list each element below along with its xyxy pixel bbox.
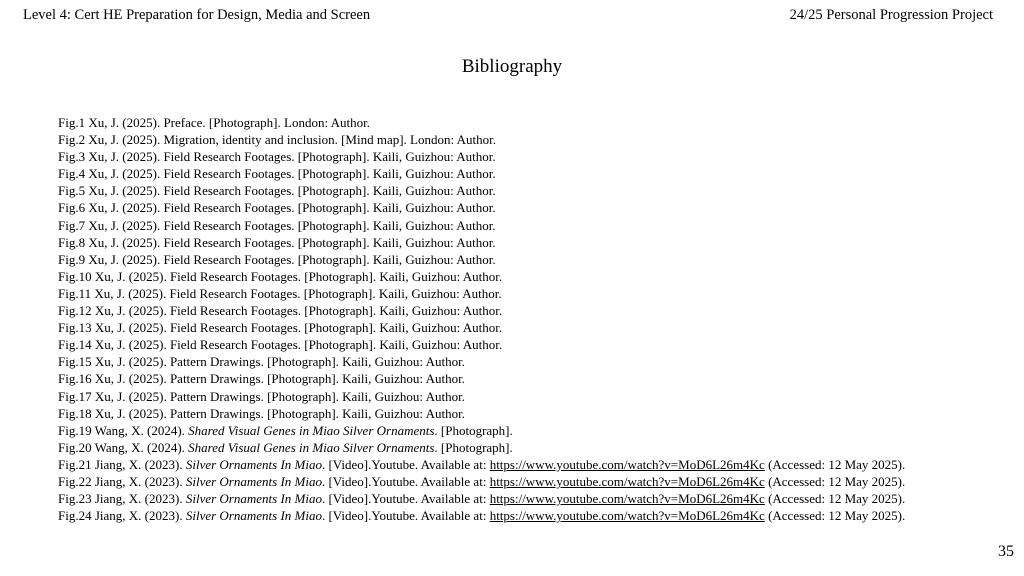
reference-title: Silver Ornaments In Miao bbox=[185, 456, 322, 472]
reference-entry bbox=[58, 285, 905, 302]
reference-entry bbox=[58, 405, 905, 422]
reference-text: Fig.14 Xu, J. (2025). Field Research Footages. [Photograph]. Kaili, Guizhou: Author. bbox=[58, 337, 503, 353]
reference-text: Fig.15 Xu, J. (2025). Pattern Drawings. [Photograph]. Kaili, Guizhou: Author. bbox=[58, 354, 465, 370]
reference-text: Fig.9 Xu, J. (2025). Field Research Footages. [Photograph]. Kaili, Guizhou: Author. bbox=[58, 251, 496, 267]
reference-accessed: (Accessed: 12 May 2025). bbox=[764, 508, 906, 524]
reference-entry bbox=[58, 131, 905, 148]
reference-text: Fig.5 Xu, J. (2025). Field Research Footages. [Photograph]. Kaili, Guizhou: Author. bbox=[58, 183, 496, 199]
header-course-title: Level 4: Cert HE Preparation for Design, Media and Screen bbox=[23, 7, 371, 23]
reference-entry bbox=[58, 114, 905, 131]
reference-text: . [Video].Youtube. Available at: bbox=[321, 456, 490, 472]
reference-text: Fig.21 Jiang, X. (2023). bbox=[58, 456, 186, 472]
reference-text: Fig.10 Xu, J. (2025). Field Research Footages. [Photograph]. Kaili, Guizhou: Author. bbox=[58, 268, 503, 284]
reference-text: Fig.7 Xu, J. (2025). Field Research Footages. [Photograph]. Kaili, Guizhou: Author. bbox=[58, 217, 496, 233]
reference-entry bbox=[58, 165, 905, 182]
reference-title: Silver Ornaments In Miao bbox=[185, 473, 322, 489]
reference-entry bbox=[58, 268, 905, 285]
reference-link[interactable]: https://www.youtube.com/watch?v=MoD6L26m4Kc bbox=[489, 508, 765, 524]
reference-accessed: (Accessed: 12 May 2025). bbox=[764, 456, 906, 472]
reference-entry bbox=[58, 217, 905, 234]
reference-text: Fig.22 Jiang, X. (2023). bbox=[58, 473, 186, 489]
reference-entry bbox=[58, 439, 905, 456]
reference-text: Fig.24 Jiang, X. (2023). bbox=[58, 508, 186, 524]
reference-text: Fig.8 Xu, J. (2025). Field Research Footages. [Photograph]. Kaili, Guizhou: Author. bbox=[58, 234, 496, 250]
reference-text: Fig.17 Xu, J. (2025). Pattern Drawings. [Photograph]. Kaili, Guizhou: Author. bbox=[58, 388, 465, 404]
reference-link[interactable]: https://www.youtube.com/watch?v=MoD6L26m4Kc bbox=[489, 473, 765, 489]
reference-text: Fig.3 Xu, J. (2025). Field Research Footages. [Photograph]. Kaili, Guizhou: Author. bbox=[58, 149, 496, 165]
bibliography-list bbox=[58, 114, 905, 524]
reference-text: . [Photograph]. bbox=[434, 439, 513, 455]
reference-entry bbox=[58, 473, 905, 490]
reference-accessed: (Accessed: 12 May 2025). bbox=[764, 473, 906, 489]
reference-entry bbox=[58, 302, 905, 319]
reference-text: Fig.4 Xu, J. (2025). Field Research Footages. [Photograph]. Kaili, Guizhou: Author. bbox=[58, 166, 496, 182]
reference-text: Fig.6 Xu, J. (2025). Field Research Footages. [Photograph]. Kaili, Guizhou: Author. bbox=[58, 200, 496, 216]
reference-link[interactable]: https://www.youtube.com/watch?v=MoD6L26m4Kc bbox=[489, 491, 765, 507]
reference-title: Silver Ornaments In Miao bbox=[185, 508, 322, 524]
page-number: 35 bbox=[998, 543, 1014, 560]
reference-entry bbox=[58, 199, 905, 216]
reference-text: Fig.2 Xu, J. (2025). Migration, identity and inclusion. [Mind map]. London: Author. bbox=[58, 132, 497, 148]
reference-entry bbox=[58, 388, 905, 405]
reference-text: . [Photograph]. bbox=[434, 422, 513, 438]
reference-title: Silver Ornaments In Miao bbox=[185, 491, 322, 507]
reference-title: Shared Visual Genes in Miao Silver Ornaments bbox=[188, 422, 435, 438]
reference-text: Fig.18 Xu, J. (2025). Pattern Drawings. [Photograph]. Kaili, Guizhou: Author. bbox=[58, 405, 465, 421]
reference-accessed: (Accessed: 12 May 2025). bbox=[764, 491, 906, 507]
reference-text: Fig.1 Xu, J. (2025). Preface. [Photograph]. London: Author. bbox=[58, 115, 370, 130]
reference-text: Fig.20 Wang, X. (2024). bbox=[58, 439, 189, 455]
reference-link[interactable]: https://www.youtube.com/watch?v=MoD6L26m4Kc bbox=[489, 456, 765, 472]
header-project-title: 24/25 Personal Progression Project bbox=[789, 7, 993, 23]
reference-entry bbox=[58, 336, 905, 353]
reference-entry bbox=[58, 182, 905, 199]
reference-text: . [Video].Youtube. Available at: bbox=[321, 473, 490, 489]
reference-entry bbox=[58, 319, 905, 336]
reference-entry bbox=[58, 353, 905, 370]
page-title: Bibliography bbox=[461, 56, 563, 77]
reference-entry bbox=[58, 507, 905, 524]
reference-text: . [Video].Youtube. Available at: bbox=[321, 491, 490, 507]
reference-entry bbox=[58, 370, 905, 387]
reference-entry bbox=[58, 456, 905, 473]
reference-text: Fig.11 Xu, J. (2025). Field Research Footages. [Photograph]. Kaili, Guizhou: Author. bbox=[58, 285, 502, 301]
reference-text: . [Video].Youtube. Available at: bbox=[321, 508, 490, 524]
reference-entry bbox=[58, 251, 905, 268]
reference-entry bbox=[58, 490, 905, 507]
reference-text: Fig.23 Jiang, X. (2023). bbox=[58, 491, 186, 507]
reference-entry bbox=[58, 148, 905, 165]
reference-text: Fig.16 Xu, J. (2025). Pattern Drawings. [Photograph]. Kaili, Guizhou: Author. bbox=[58, 371, 465, 387]
reference-text: Fig.13 Xu, J. (2025). Field Research Footages. [Photograph]. Kaili, Guizhou: Author. bbox=[58, 320, 503, 336]
reference-entry bbox=[58, 422, 905, 439]
reference-text: Fig.12 Xu, J. (2025). Field Research Footages. [Photograph]. Kaili, Guizhou: Author. bbox=[58, 303, 503, 319]
reference-entry bbox=[58, 234, 905, 251]
reference-text: Fig.19 Wang, X. (2024). bbox=[58, 422, 189, 438]
reference-title: Shared Visual Genes in Miao Silver Ornaments bbox=[188, 439, 435, 455]
